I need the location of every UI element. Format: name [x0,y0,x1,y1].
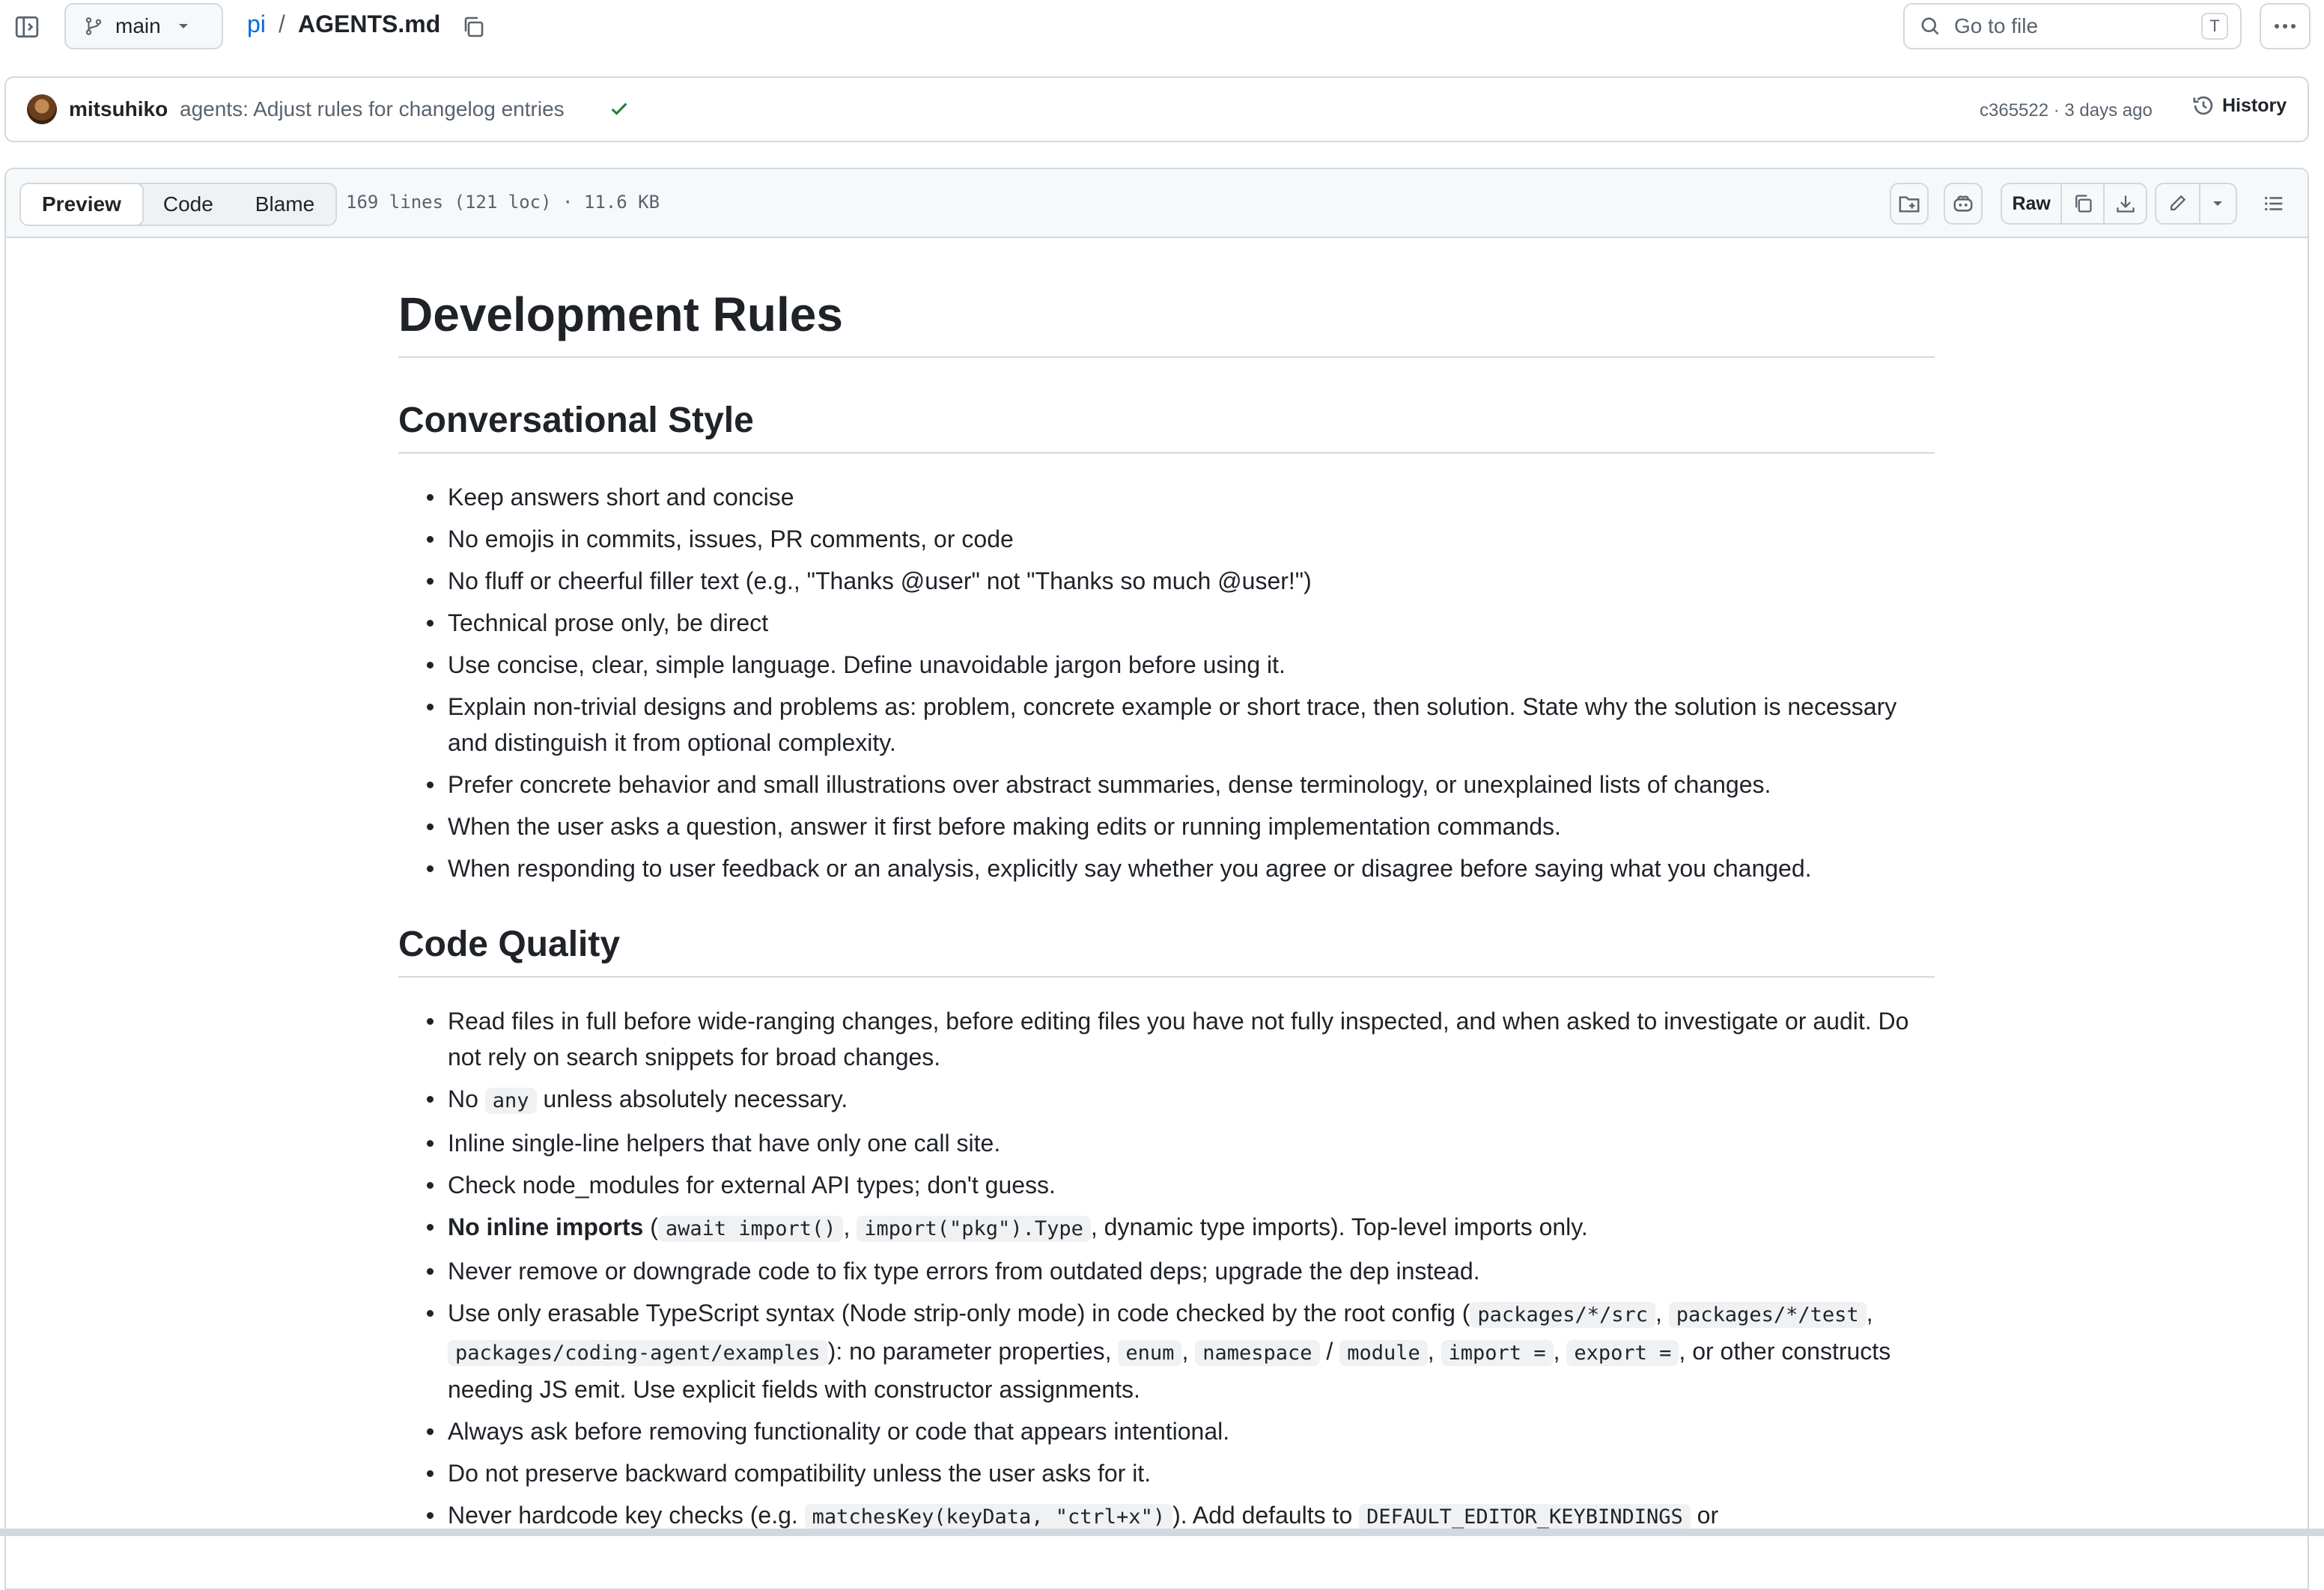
go-to-file-input[interactable] [1903,3,2242,49]
breadcrumb-repo-link[interactable]: pi [247,10,266,37]
inline-code: DEFAULT_EDITOR_KEYBINDINGS [1359,1504,1691,1530]
chevron-down-icon [177,22,189,30]
code-quality-list [398,1003,1935,1541]
pencil-icon[interactable] [2156,184,2199,223]
list-item: Use concise, clear, simple language. Define unavoidable jargon before using it. [398,647,1935,683]
file-info: 169 lines (121 loc) · 11.6 KB [346,192,660,213]
list-item: Prefer concrete behavior and small illustrations over abstract summaries, dense terminology, or unexplained lists of changes. [398,767,1935,802]
history-icon [2192,94,2215,117]
list-item: Always ask before removing functionality or code that appears intentional. [398,1413,1935,1449]
inline-code: packages/coding-agent/examples [448,1340,828,1366]
history-button[interactable] [2192,94,2287,117]
inline-code: any [485,1088,537,1114]
sidebar-toggle-icon[interactable] [12,12,42,42]
raw-copy-download-group [2001,183,2147,225]
list-item: When responding to user feedback or an analysis, explicitly say whether you agree or disagree before saying what you changed. [398,850,1935,886]
download-icon[interactable] [2103,184,2146,223]
list-item: Check node_modules for external API types; don't guess. [398,1167,1935,1203]
breadcrumb-separator: / [279,10,285,37]
commit-author-link[interactable]: mitsuhiko [69,97,168,121]
inline-code: packages/*/src [1470,1302,1655,1328]
kebab-icon[interactable] [2260,3,2311,49]
section-heading-code-quality: Code Quality [398,927,1935,978]
tab-code[interactable]: Code [162,192,213,216]
commit-sha-and-time[interactable]: c365522 · 3 days ago [1980,100,2153,121]
inline-code: import = [1441,1340,1554,1366]
list-item: Explain non-trivial designs and problems as: problem, concrete example or short trace, then solution. State why the solution is necessary and distinguish it from optional complexity. [398,689,1935,761]
chevron-down-icon[interactable] [2199,184,2236,223]
inline-code: import("pkg").Type [857,1216,1091,1242]
raw-label: Raw [2012,192,2051,214]
breadcrumb-file-name: AGENTS.md [298,10,441,37]
doc-title: Development Rules [398,290,1935,358]
horizontal-scrollbar[interactable] [0,1529,2324,1536]
copy-raw-icon[interactable] [2060,184,2103,223]
list-item: No any unless absolutely necessary. [398,1081,1935,1119]
shortcut-hint: T [2201,13,2228,40]
list-item: Keep answers short and concise [398,479,1935,515]
list-item: Read files in full before wide-ranging changes, before editing files you have not fully inspected, and when asked to investigate or audit. Do not rely on search snippets for broad changes. [398,1003,1935,1075]
conversational-style-list [398,479,1935,892]
inline-code: module [1339,1340,1428,1366]
copilot-icon[interactable] [1944,183,1983,225]
inline-code: namespace [1195,1340,1319,1366]
branch-label: main [115,14,161,37]
raw-button[interactable] [2002,184,2060,223]
list-item: No inline imports ( await import() , import("pkg").Type , dynamic type imports). Top-level imports only. [398,1209,1935,1247]
view-mode-tabs [19,183,337,226]
tab-blame[interactable]: Blame [255,192,315,216]
list-item: When the user asks a question, answer it first before making edits or running implementation commands. [398,808,1935,844]
go-to-file-placeholder: Go to file [1954,14,2039,37]
branch-selector-button[interactable] [64,3,223,49]
list-item: Use only erasable TypeScript syntax (Node strip-only mode) in code checked by the root config ( packages/*/src , packages/*/test , packages/coding-agent/examples ): no parameter properties, enum , namespace / module , import = , export = , or other constructs needing JS emit. Use explicit fields with constructor assignments. [398,1295,1935,1407]
list-item: Do not preserve backward compatibility unless the user asks for it. [398,1455,1935,1491]
branch-icon [84,16,103,36]
list-item: No fluff or cheerful filler text (e.g., "Thanks @user" not "Thanks so much @user!") [398,563,1935,599]
commit-message-link[interactable]: agents: Adjust rules for changelog entries [180,97,565,121]
inline-code: packages/*/test [1669,1302,1867,1328]
list-item: Technical prose only, be direct [398,605,1935,641]
section-heading-conversational-style: Conversational Style [398,403,1935,454]
inline-code: await import() [658,1216,844,1242]
edit-group [2155,183,2237,225]
tab-preview[interactable]: Preview [19,183,144,226]
list-item: No emojis in commits, issues, PR comments, or code [398,521,1935,557]
inline-code: enum [1118,1340,1181,1366]
inline-code: matchesKey(keyData, "ctrl+x") [805,1504,1172,1530]
inline-code: export = [1566,1340,1679,1366]
list-icon[interactable] [2254,183,2294,225]
list-item: Never hardcode key checks (e.g. matchesKey(keyData, "ctrl+x") ). Add defaults to DEFAULT_EDITOR_KEYBINDINGS or [398,1497,1935,1535]
list-item: Never remove or downgrade code to fix type errors from outdated deps; upgrade the dep instead. [398,1253,1935,1289]
list-item: Inline single-line helpers that have only one call site. [398,1125,1935,1161]
avatar[interactable] [27,94,57,124]
markdown-body [398,0,1935,1529]
history-label: History [2222,94,2287,116]
